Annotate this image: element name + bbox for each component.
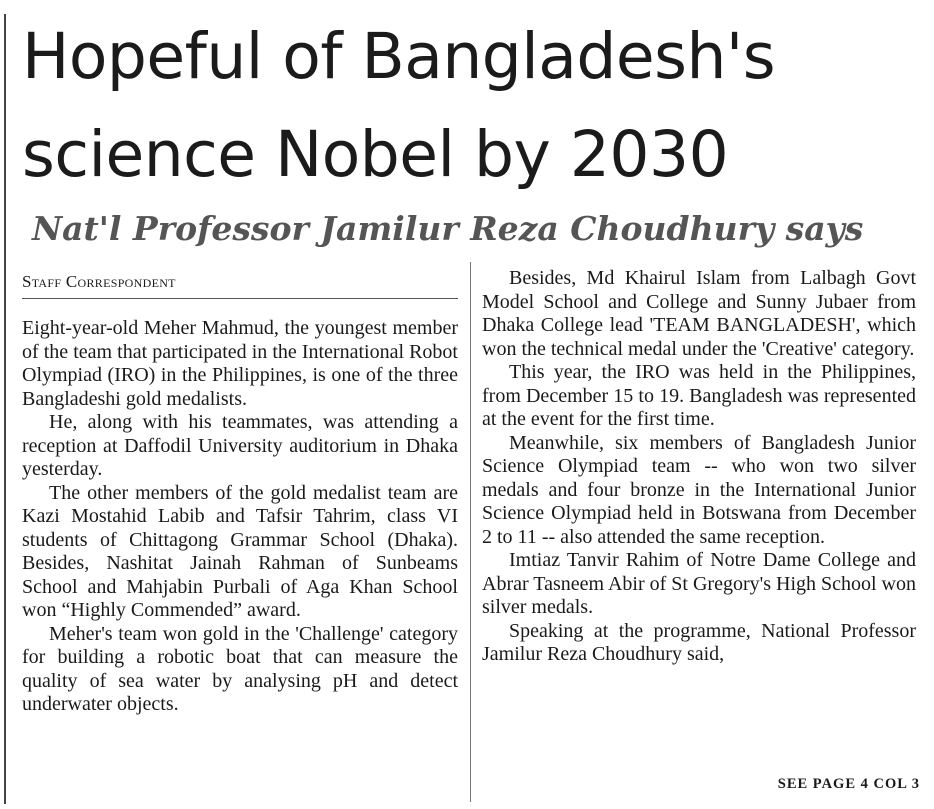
byline-rule: [22, 298, 458, 299]
paragraph: Speaking at the programme, National Professor Jamilur Reza Choudhury said,: [482, 619, 916, 665]
paragraph: Eight-year-old Meher Mahmud, the youngest member of the team that participated in the International Robot Olympiad (IRO) in the Philippines, is one of the three Bangladeshi gold medalists.: [22, 317, 458, 410]
paragraph: Besides, Md Khairul Islam from Lalbagh Govt Model School and College and Sunny Jubaer from Dhaka College lead 'TEAM BANGLADESH', which won the technical medal under the 'Creative' category.: [482, 267, 916, 360]
paragraph: This year, the IRO was held in the Philippines, from December 15 to 19. Bangladesh was represented at the event for the first time.: [482, 361, 916, 430]
headline-line-1: Hopeful of Bangladesh's: [22, 20, 776, 93]
paragraph: He, along with his teammates, was attending a reception at Daffodil University auditorium in Dhaka yesterday.: [22, 411, 458, 480]
paragraph: The other members of the gold medalist team are Kazi Mostahid Labib and Tafsir Tahrim, class VI students of Chittagong Grammar School (Dhaka). Besides, Nashitat Jainah Rahman of Sunbeams School and Mahjabin Purbali of Aga Khan School won “Highly Commended” award.: [22, 481, 458, 621]
jump-line: SEE PAGE 4 COL 3: [777, 776, 920, 792]
byline: Staff Correspondent: [22, 272, 176, 291]
paragraph: Imtiaz Tanvir Rahim of Notre Dame College and Abrar Tasneem Abir of St Gregory's High School won silver medals.: [482, 549, 916, 618]
headline-line-2: science Nobel by 2030: [22, 118, 729, 191]
article-column-left: [22, 317, 458, 717]
article-column-right: [482, 267, 916, 667]
paragraph: Meher's team won gold in the 'Challenge' category for building a robotic boat that can measure the quality of sea water by analysing pH and detect underwater objects.: [22, 622, 458, 715]
column-divider: [470, 262, 471, 802]
deck-subheadline: Nat'l Professor Jamilur Reza Choudhury says: [32, 209, 864, 248]
paragraph: Meanwhile, six members of Bangladesh Junior Science Olympiad team -- who won two silver medals and four bronze in the International Junior Science Olympiad held in Botswana from December 2 to 11 -- also attended the same reception.: [482, 431, 916, 548]
left-column-rule: [4, 14, 6, 804]
